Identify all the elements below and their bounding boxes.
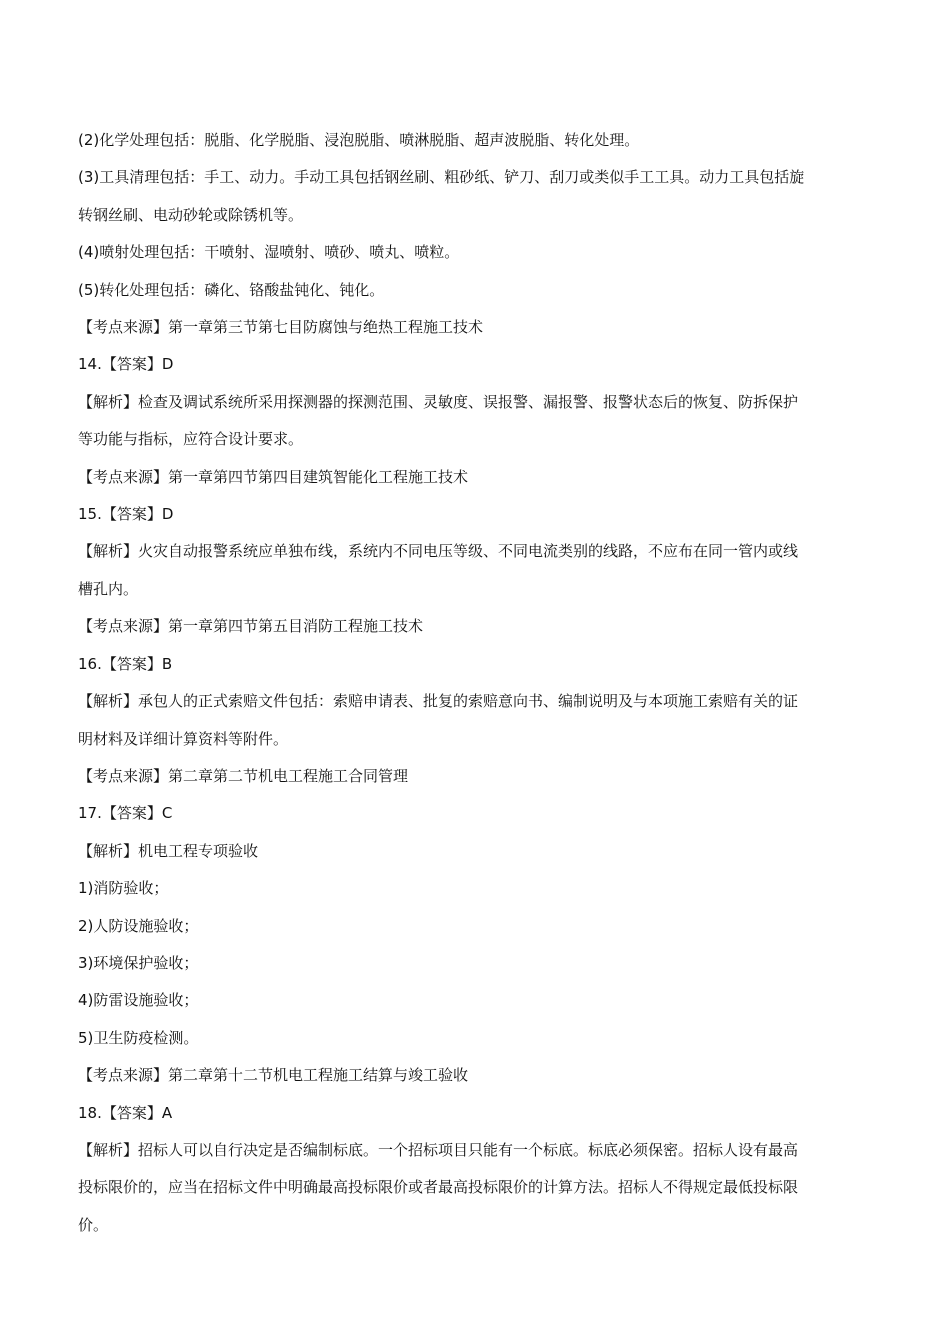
source-line: 【考点来源】第二章第二节机电工程施工合同管理 bbox=[78, 766, 409, 785]
text-line: 等功能与指标，应符合设计要求。 bbox=[78, 430, 304, 449]
text-line: 【解析】检查及调试系统所采用探测器的探测范围、灵敏度、误报警、漏报警、报警状态后的恢复、防拆保护 bbox=[78, 392, 799, 411]
text-line: (3)工具清理包括：手工、动力。手动工具包括钢丝刷、粗砂纸、铲刀、刮刀或类似手工工具。动力工具包括旋 bbox=[78, 168, 805, 187]
text-line: 明材料及详细计算资料等附件。 bbox=[78, 729, 289, 748]
list-item: 2)人防设施验收； bbox=[78, 916, 199, 935]
answer-line: 16.【答案】B bbox=[78, 654, 173, 673]
text-line: (5)转化处理包括：磷化、铬酸盐钝化、钝化。 bbox=[78, 280, 385, 299]
text-line: 槽孔内。 bbox=[78, 579, 139, 598]
list-item: 1)消防验收； bbox=[78, 879, 169, 898]
list-item: 4)防雷设施验收； bbox=[78, 991, 199, 1010]
answer-line: 15.【答案】D bbox=[78, 505, 174, 524]
list-item: 5)卫生防疫检测。 bbox=[78, 1028, 199, 1047]
text-line: (4)喷射处理包括：干喷射、湿喷射、喷砂、喷丸、喷粒。 bbox=[78, 243, 460, 262]
answer-line: 17.【答案】C bbox=[78, 804, 173, 823]
text-line: 【解析】火灾自动报警系统应单独布线，系统内不同电压等级、不同电流类别的线路，不应布在同一管内或线 bbox=[78, 542, 799, 561]
source-line: 【考点来源】第一章第四节第五目消防工程施工技术 bbox=[78, 617, 424, 636]
answer-line: 14.【答案】D bbox=[78, 355, 174, 374]
text-line: 价。 bbox=[78, 1215, 109, 1234]
text-line: 【解析】承包人的正式索赔文件包括：索赔申请表、批复的索赔意向书、编制说明及与本项施工索赔有关的证 bbox=[78, 692, 799, 711]
text-line: 【解析】招标人可以自行决定是否编制标底。一个招标项目只能有一个标底。标底必须保密。招标人设有最高 bbox=[78, 1140, 799, 1159]
source-line: 【考点来源】第一章第四节第四目建筑智能化工程施工技术 bbox=[78, 467, 469, 486]
list-item: 3)环境保护验收； bbox=[78, 953, 199, 972]
answer-line: 18.【答案】A bbox=[78, 1103, 173, 1122]
text-line: 投标限价的，应当在招标文件中明确最高投标限价或者最高投标限价的计算方法。招标人不得规定最低投标限 bbox=[78, 1178, 799, 1197]
text-line: (2)化学处理包括：脱脂、化学脱脂、浸泡脱脂、喷淋脱脂、超声波脱脂、转化处理。 bbox=[78, 131, 640, 149]
text-line: 【解析】机电工程专项验收 bbox=[78, 841, 259, 860]
text-line: 转钢丝刷、电动砂轮或除锈机等。 bbox=[78, 205, 304, 224]
source-line: 【考点来源】第一章第三节第七目防腐蚀与绝热工程施工技术 bbox=[78, 318, 484, 337]
source-line: 【考点来源】第二章第十二节机电工程施工结算与竣工验收 bbox=[78, 1066, 469, 1085]
